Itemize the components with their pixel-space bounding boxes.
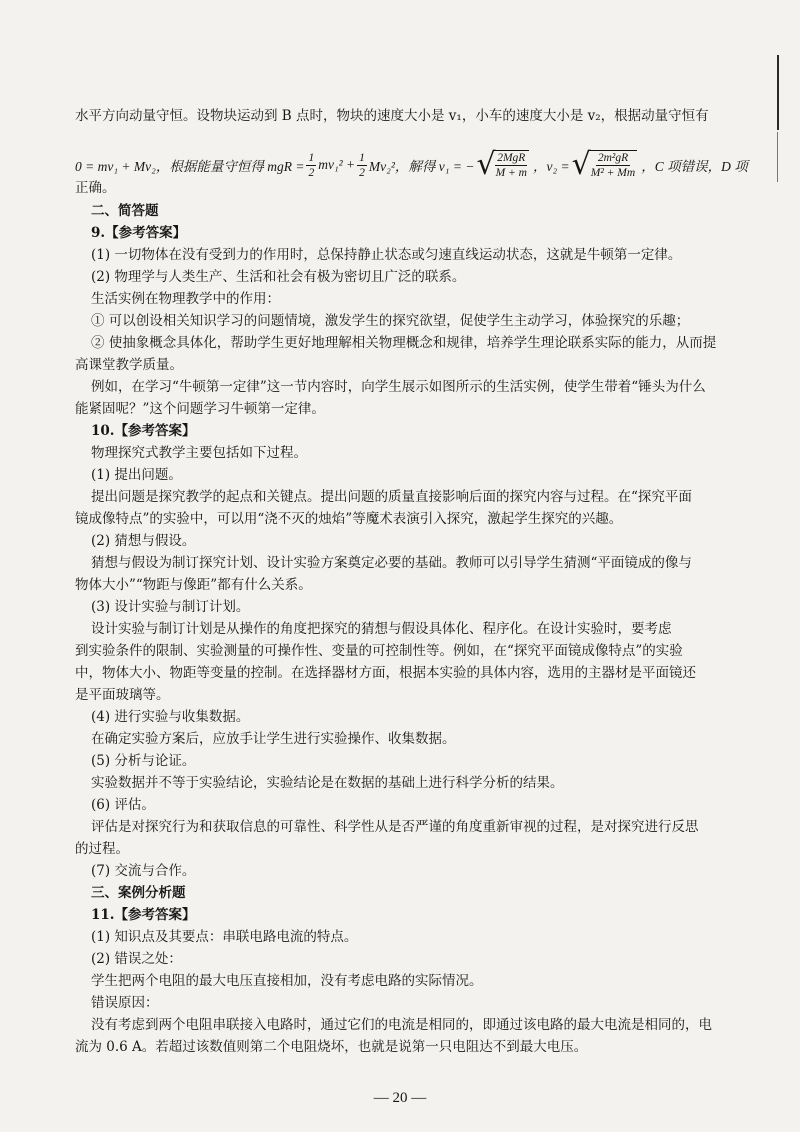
text-line: (2) 错误之处：: [91, 951, 182, 967]
sqrt-v2: √ $\frac{\text{2m²gR}}{\text{M² + Mm}}$: [571, 147, 636, 182]
equation-term-3: ，v₂ =: [532, 159, 570, 174]
text-line: 猜想与假设为制订探究计划、设计实验方案奠定必要的基础。教师可以引导学生猜测“平面镜成的像与: [91, 555, 692, 571]
text-line: 在确定实验方案后，应放手让学生进行实验操作、收集数据。: [91, 731, 456, 747]
text-line: (5) 分析与论证。: [91, 753, 196, 769]
text-line: 实验数据并不等于实验结论，实验结论是在数据的基础上进行科学分析的结果。: [91, 775, 564, 791]
text-line: 物体大小”“物距与像距”都有什么关系。: [75, 577, 312, 593]
text-line: 的过程。: [75, 841, 129, 857]
text-line: (2) 物理学与人类生产、生活和社会有极为密切且广泛的联系。: [91, 269, 466, 285]
sqrt-v1: √ $\frac{\text{2MgR}}{M + m}$: [476, 147, 527, 182]
text-line: (1) 知识点及其要点：串联电路电流的特点。: [91, 929, 358, 945]
scan-edge-mark-2: [777, 132, 778, 182]
text-line: 是平面玻璃等。: [75, 687, 170, 703]
text-line: 高课堂教学质量。: [75, 357, 183, 373]
answer-heading: 10.【参考答案】: [91, 423, 196, 439]
text-line: (2) 猜想与假设。: [91, 533, 196, 549]
equation-lhs: 0 = mv₁ + Mv₂，根据能量守恒得 mgR =: [75, 159, 305, 174]
text-line: 设计实验与制订计划是从操作的角度把探究的猜想与假设具体化、程序化。在设计实验时，要考虑: [91, 621, 672, 637]
fraction-half-1: $\frac{1}{2}$: [308, 151, 315, 179]
fraction-half-2: $\frac{1}{2}$: [359, 151, 365, 179]
text-line: 能紧固呢？”这个问题学习牛顿第一定律。: [75, 401, 325, 417]
text-line: ② 使抽象概念具体化，帮助学生更好地理解相关物理概念和规律，培养学生理论联系实际的能力，从而提: [91, 335, 717, 351]
text-line: (1) 提出问题。: [91, 467, 182, 483]
text-line: (3) 设计实验与制订计划。: [91, 599, 250, 615]
answer-heading: 11.【参考答案】: [91, 907, 196, 923]
text-line: 评估是对探究行为和获取信息的可靠性、科学性从是否严谨的角度重新审视的过程，是对探究进行反思: [91, 819, 699, 835]
text-line: 学生把两个电阻的最大电压直接相加，没有考虑电路的实际情况。: [91, 973, 483, 989]
answer-heading: 9.【参考答案】: [91, 225, 187, 241]
section-heading: 三、案例分析题: [91, 885, 186, 901]
text-line: 中，物体大小、物距等变量的控制。在选择器材方面，根据本实验的具体内容，选用的主器材是平面镜还: [75, 665, 696, 681]
text-line: 水平方向动量守恒。设物块运动到 B 点时，物块的速度大小是 v₁，小车的速度大小是 v₂，根据动量守恒有: [75, 108, 709, 124]
text-line: (1) 一切物体在没有受到力的作用时，总保持静止状态或匀速直线运动状态，这就是牛顿第一定律。: [91, 247, 682, 263]
section-heading: 二、简答题: [91, 203, 159, 219]
text-line: 正确。: [75, 180, 116, 196]
equation-term-1: mv₁² +: [318, 157, 356, 172]
text-line: (7) 交流与合作。: [91, 863, 196, 879]
text-line: 例如，在学习“牛顿第一定律”这一节内容时，向学生展示如图所示的生活实例，使学生带着“锤头为什么: [91, 379, 706, 395]
energy-equation: [75, 143, 748, 187]
text-line: (6) 评估。: [91, 797, 155, 813]
text-line: (4) 进行实验与收集数据。: [91, 709, 250, 725]
text-line: 镜成像特点”的实验中，可以用“浇不灭的烛焰”等魔术表演引入探究，激起学生探究的兴趣。: [75, 511, 623, 527]
text-line: 流为 0.6 A。若超过该数值则第二个电阻烧坏，也就是说第一只电阻达不到最大电压。: [75, 1039, 588, 1055]
text-line: 物理探究式教学主要包括如下过程。: [91, 445, 307, 461]
text-line: 提出问题是探究教学的起点和关键点。提出问题的质量直接影响后面的探究内容与过程。在“探究平面: [91, 489, 692, 505]
page-number: — 20 —: [373, 1090, 427, 1106]
text-line: 生活实例在物理教学中的作用：: [91, 291, 280, 307]
text-line: 到实验条件的限制、实验测量的可操作性、变量的可控制性等。例如，在“探究平面镜成像特点”的实验: [75, 643, 683, 659]
equation-tail: ，C 项错误，D 项: [641, 159, 748, 174]
text-line: 错误原因：: [91, 995, 159, 1011]
scan-edge-mark: [777, 55, 779, 130]
text-line: ① 可以创设相关知识学习的问题情境，激发学生的探究欲望，促使学生主动学习，体验探究的乐趣；: [91, 313, 690, 329]
text-line: 没有考虑到两个电阻串联接入电路时，通过它们的电流是相同的，即通过该电路的最大电流是相同的，电: [91, 1017, 712, 1033]
equation-term-2: Mv₂²，解得 v₁ = −: [368, 159, 475, 174]
